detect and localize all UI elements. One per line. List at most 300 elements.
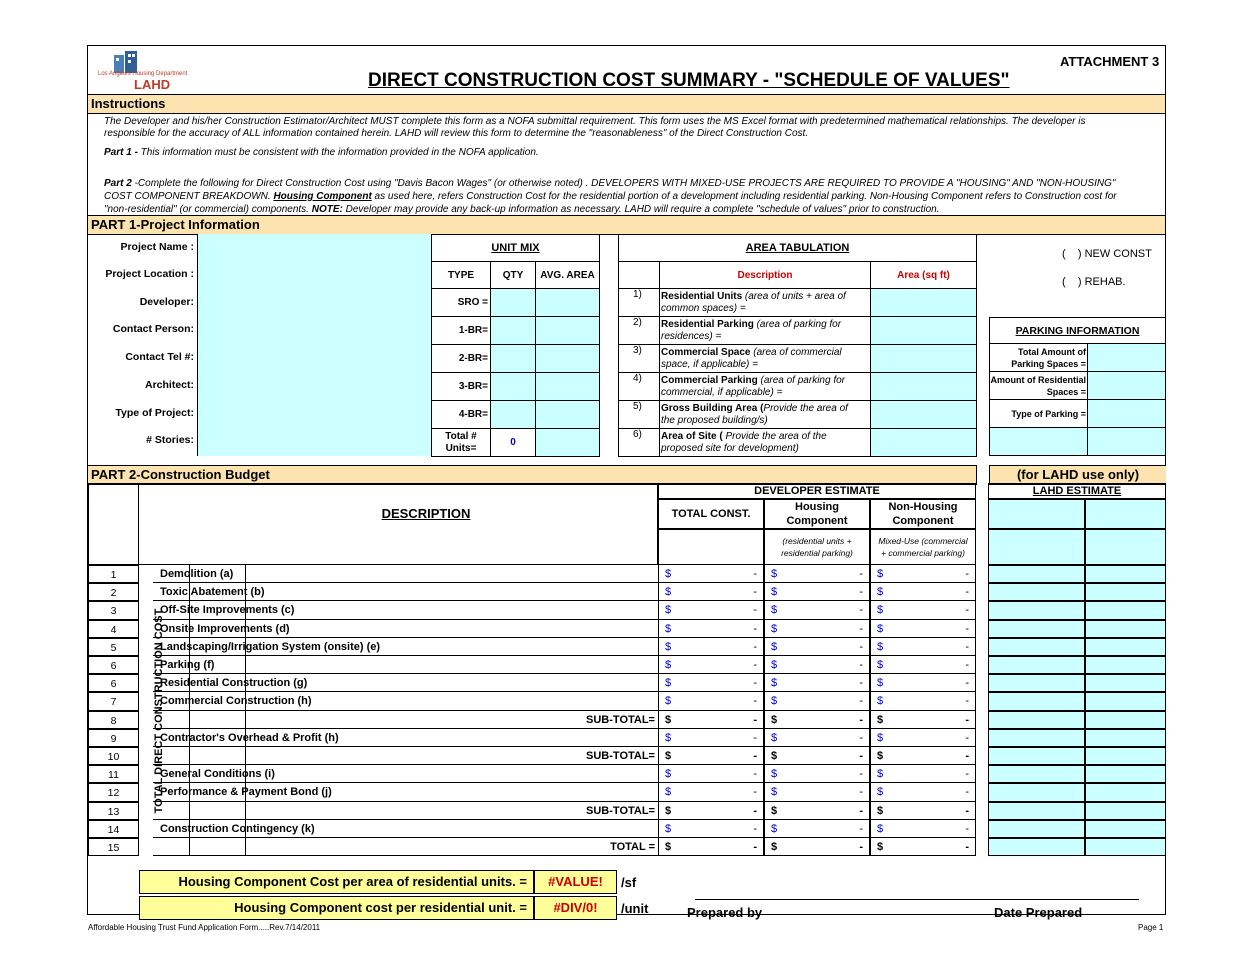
lahd-logo xyxy=(98,49,198,91)
currency-symbol: $ xyxy=(877,841,884,853)
lahd-estimate-cell[interactable] xyxy=(1085,620,1166,638)
nonhousing-note xyxy=(870,529,976,565)
budget-housing-cell[interactable] xyxy=(764,674,870,692)
summary-unit-unit: /unit xyxy=(621,901,649,916)
budget-line-item: Commercial Construction (h) xyxy=(153,692,658,710)
lahd-estimate-cell[interactable] xyxy=(988,783,1085,801)
budget-row-number: 10 xyxy=(88,747,139,765)
field-contact-person: Contact Person: xyxy=(112,323,194,335)
budget-line-item: Off-Site Improvements (c) xyxy=(153,601,658,619)
unit-mix-area-input[interactable] xyxy=(536,401,600,429)
amount-value: - xyxy=(753,786,757,799)
currency-symbol: $ xyxy=(771,713,778,726)
footer-left: Affordable Housing Trust Fund Application Form.....Rev.7/14/2011 xyxy=(88,923,321,932)
lahd-estimate-cell[interactable] xyxy=(1085,674,1166,692)
budget-description-header: DESCRIPTION xyxy=(195,483,658,565)
area-input[interactable] xyxy=(871,289,977,317)
budget-total-cell[interactable] xyxy=(658,620,764,638)
field-type-of-project: Type of Project: xyxy=(115,407,194,419)
unit-mix-area-input[interactable] xyxy=(536,373,600,401)
logo-org: Los Angeles Housing Department xyxy=(98,71,188,77)
budget-line-item: Onsite Improvements (d) xyxy=(153,620,658,638)
currency-symbol: $ xyxy=(771,659,778,671)
amount-value: - xyxy=(859,786,863,799)
budget-housing-cell[interactable] xyxy=(764,765,870,783)
amount-value: - xyxy=(859,768,863,781)
summary-area-label-text: Housing Component Cost per area of residential units. = xyxy=(178,874,527,889)
unit-mix-area-input[interactable] xyxy=(536,317,600,345)
lahd-estimate-cell[interactable] xyxy=(1085,692,1166,710)
parking-label xyxy=(990,372,1088,400)
currency-symbol: $ xyxy=(771,822,778,835)
parking-input[interactable] xyxy=(1088,428,1166,456)
unit-mix-qty-input[interactable] xyxy=(491,317,536,345)
summary-area-label xyxy=(139,870,534,894)
instructions-heading: Instructions xyxy=(88,94,1165,114)
parking-label xyxy=(990,344,1088,372)
lahd-estimate-cell[interactable] xyxy=(988,820,1085,838)
lahd-estimate-cell[interactable] xyxy=(1085,747,1166,765)
currency-symbol: $ xyxy=(665,677,672,690)
lahd-estimate-cell[interactable] xyxy=(1085,729,1166,747)
lahd-estimate-cell[interactable] xyxy=(1085,765,1166,783)
budget-subtotal-label: SUB-TOTAL= xyxy=(153,711,658,729)
currency-symbol: $ xyxy=(771,841,778,853)
date-prepared-label: Date Prepared xyxy=(994,905,1083,920)
parking-empty xyxy=(990,428,1088,456)
lahd-header-cell xyxy=(1085,529,1166,565)
nonhousing-l2: Component xyxy=(892,515,954,527)
attachment-label: ATTACHMENT 3 xyxy=(1060,54,1160,69)
budget-total-cell[interactable] xyxy=(658,765,764,783)
lahd-estimate-cell[interactable] xyxy=(988,656,1085,674)
budget-nonhousing-cell[interactable] xyxy=(870,638,976,656)
currency-symbol: $ xyxy=(877,568,884,580)
amount-value: - xyxy=(965,622,969,635)
budget-total-cell[interactable] xyxy=(658,674,764,692)
housing-l2: Component xyxy=(786,515,848,527)
unit-mix-qty-input[interactable] xyxy=(491,401,536,429)
budget-line-item: Landscaping/Irrigation System (onsite) (e) xyxy=(153,638,658,656)
budget-total-cell[interactable] xyxy=(658,601,764,619)
unit-mix-total-label xyxy=(432,429,491,457)
parking-label: Type of Parking = xyxy=(990,400,1088,428)
unit-mix-qty-input[interactable] xyxy=(491,289,536,317)
parking-title: PARKING INFORMATION xyxy=(990,318,1166,344)
budget-line-item: Toxic Abatement (b) xyxy=(153,583,658,601)
budget-housing-cell xyxy=(764,711,870,729)
budget-total-cell xyxy=(658,711,764,729)
budget-housing-cell[interactable] xyxy=(764,783,870,801)
budget-total-cell[interactable] xyxy=(658,565,764,583)
field-developer: Developer: xyxy=(139,296,194,308)
parking-input[interactable] xyxy=(1088,344,1166,372)
area-row-t1: (area of units + area of xyxy=(742,290,846,302)
budget-housing-cell[interactable] xyxy=(764,820,870,838)
amount-value: - xyxy=(965,568,969,580)
budget-nonhousing-cell xyxy=(870,747,976,765)
amount-value: - xyxy=(859,640,863,653)
currency-symbol: $ xyxy=(665,622,672,635)
budget-total-cell xyxy=(658,838,764,856)
budget-total-cell xyxy=(658,802,764,820)
budget-housing-cell[interactable] xyxy=(764,583,870,601)
area-input[interactable] xyxy=(871,401,977,429)
budget-total-cell[interactable] xyxy=(658,729,764,747)
parking-input[interactable] xyxy=(1088,400,1166,428)
amount-value: - xyxy=(859,677,863,690)
area-row-desc xyxy=(660,373,871,401)
unit-mix-area-input[interactable] xyxy=(536,289,600,317)
area-tab-title: AREA TABULATION xyxy=(619,235,977,262)
lahd-estimate-cell[interactable] xyxy=(988,620,1085,638)
area-desc-header: Description xyxy=(660,262,871,289)
currency-symbol: $ xyxy=(877,786,884,799)
budget-total-cell[interactable] xyxy=(658,692,764,710)
budget-total-cell xyxy=(658,747,764,765)
unit-mix-title: UNIT MIX xyxy=(432,235,600,262)
budget-nonhousing-cell[interactable] xyxy=(870,783,976,801)
amount-value: - xyxy=(753,586,757,599)
area-row-num: 3) xyxy=(619,345,660,373)
area-row-t1: Provide the area of the xyxy=(722,430,827,442)
vertical-label-cell xyxy=(189,565,246,856)
lahd-estimate-header: LAHD ESTIMATE xyxy=(988,483,1166,499)
area-row-num: 5) xyxy=(619,401,660,429)
project-info-input[interactable] xyxy=(197,234,431,456)
amount-value: - xyxy=(965,804,969,817)
amount-value: - xyxy=(753,695,757,708)
budget-total-cell[interactable] xyxy=(658,656,764,674)
amount-value: - xyxy=(753,768,757,781)
budget-nonhousing-cell[interactable] xyxy=(870,601,976,619)
area-row-t2: the proposed building/s) xyxy=(661,414,768,426)
housing-note xyxy=(764,529,870,565)
currency-symbol: $ xyxy=(771,568,778,580)
amount-value: - xyxy=(753,804,757,817)
part2-c-em: NOTE: xyxy=(311,204,343,215)
parking-label-l1: Total Amount of xyxy=(1018,346,1086,357)
amount-value: - xyxy=(859,659,863,671)
budget-nonhousing-cell[interactable] xyxy=(870,820,976,838)
amount-value: - xyxy=(965,750,969,762)
currency-symbol: $ xyxy=(877,822,884,835)
lahd-estimate-cell[interactable] xyxy=(1085,656,1166,674)
amount-value: - xyxy=(753,822,757,835)
area-row-t1: (area of parking for xyxy=(757,374,845,386)
housing-l1: Housing xyxy=(795,501,839,513)
lahd-estimate-cell[interactable] xyxy=(988,601,1085,619)
currency-symbol: $ xyxy=(771,750,778,762)
area-row-t1: Provide the area of xyxy=(763,402,848,414)
currency-symbol: $ xyxy=(665,750,672,762)
currency-symbol: $ xyxy=(877,804,884,817)
unit-mix-table xyxy=(431,234,600,457)
lahd-estimate-cell[interactable] xyxy=(1085,565,1166,583)
lahd-estimate-cell[interactable] xyxy=(988,838,1085,856)
budget-housing-cell[interactable] xyxy=(764,729,870,747)
budget-line-item: Performance & Payment Bond (j) xyxy=(153,783,658,801)
summary-area-unit: /sf xyxy=(621,875,637,890)
amount-value: - xyxy=(965,640,969,653)
budget-nonhousing-cell[interactable] xyxy=(870,692,976,710)
housing-note-l1: (residential units + xyxy=(782,536,852,546)
lahd-header-cell xyxy=(988,499,1085,529)
lahd-estimate-cell[interactable] xyxy=(1085,838,1166,856)
currency-symbol: $ xyxy=(665,768,672,781)
budget-subtotal-label: SUB-TOTAL= xyxy=(153,747,658,765)
part2-a-text: -Complete the following for Direct Construction Cost using "Davis Bacon Wages" (or otherwise noted) . DEVELOPERS WITH MIXED-USE PROJECTS ARE REQUIRED TO PROVIDE A "HOUSING" AND "NON-HOUSING" xyxy=(131,178,1116,189)
lahd-estimate-cell[interactable] xyxy=(988,747,1085,765)
budget-row-number: 2 xyxy=(88,583,139,601)
total-label-2: Units= xyxy=(445,442,477,454)
unit-mix-total-area xyxy=(536,429,600,457)
amount-value: - xyxy=(753,677,757,690)
lahd-estimate-cell[interactable] xyxy=(988,765,1085,783)
budget-total-cell[interactable] xyxy=(658,638,764,656)
lahd-estimate-cell[interactable] xyxy=(988,674,1085,692)
area-input[interactable] xyxy=(871,317,977,345)
amount-value: - xyxy=(753,731,757,744)
budget-housing-cell xyxy=(764,838,870,856)
lahd-estimate-cell[interactable] xyxy=(1085,583,1166,601)
prepared-by-label: Prepared by xyxy=(687,905,763,920)
currency-symbol: $ xyxy=(771,677,778,690)
area-row-t1: (area of parking for xyxy=(753,318,842,330)
lahd-estimate-cell[interactable] xyxy=(988,802,1085,820)
parking-label-l2: Spaces = xyxy=(1046,386,1086,397)
lahd-use-heading: (for LAHD use only) xyxy=(989,465,1166,485)
budget-housing-cell xyxy=(764,802,870,820)
budget-housing-cell[interactable] xyxy=(764,620,870,638)
amount-value: - xyxy=(859,841,863,853)
budget-nonhousing-cell[interactable] xyxy=(870,620,976,638)
budget-total-cell[interactable] xyxy=(658,583,764,601)
area-row-desc xyxy=(660,429,871,457)
budget-housing-cell[interactable] xyxy=(764,565,870,583)
currency-symbol: $ xyxy=(665,586,672,599)
budget-nonhousing-cell xyxy=(870,802,976,820)
option-new-const[interactable]: ( ) NEW CONST xyxy=(1062,248,1152,260)
amount-value: - xyxy=(753,841,757,853)
currency-symbol: $ xyxy=(877,659,884,671)
currency-symbol: $ xyxy=(877,622,884,635)
field-project-location: Project Location : xyxy=(105,268,194,280)
budget-housing-cell[interactable] xyxy=(764,601,870,619)
area-row-t2: proposed site for development) xyxy=(661,442,799,454)
amount-value: - xyxy=(753,713,757,726)
parking-label-l1: Amount of Residential xyxy=(990,374,1086,385)
budget-nonhousing-cell[interactable] xyxy=(870,583,976,601)
currency-symbol: $ xyxy=(877,604,884,617)
area-input[interactable] xyxy=(871,373,977,401)
area-row-desc xyxy=(660,289,871,317)
currency-symbol: $ xyxy=(665,841,672,853)
area-row-bold: Area of Site ( xyxy=(661,430,723,442)
developer-estimate-header: DEVELOPER ESTIMATE xyxy=(658,483,976,499)
part1-heading: PART 1-Project Information xyxy=(88,215,1165,235)
budget-nonhousing-cell[interactable] xyxy=(870,765,976,783)
area-row-bold: Commercial Space xyxy=(661,346,751,358)
budget-line-item: Parking (f) xyxy=(153,656,658,674)
currency-symbol: $ xyxy=(771,604,778,617)
budget-row-number: 1 xyxy=(88,565,139,583)
budget-housing-cell[interactable] xyxy=(764,638,870,656)
parking-label-l2: Parking Spaces = xyxy=(1011,358,1086,369)
budget-row-number: 8 xyxy=(88,711,139,729)
currency-symbol: $ xyxy=(665,659,672,671)
amount-value: - xyxy=(965,841,969,853)
budget-housing-cell[interactable] xyxy=(764,656,870,674)
unit-mix-type: 4-BR= xyxy=(432,401,491,429)
area-row-desc xyxy=(660,401,871,429)
amount-value: - xyxy=(753,640,757,653)
currency-symbol: $ xyxy=(877,768,884,781)
budget-housing-cell[interactable] xyxy=(764,692,870,710)
amount-value: - xyxy=(859,731,863,744)
area-row-desc xyxy=(660,317,871,345)
budget-row-number: 6 xyxy=(88,656,139,674)
lahd-estimate-cell[interactable] xyxy=(988,729,1085,747)
field-stories: # Stories: xyxy=(146,434,194,446)
amount-value: - xyxy=(965,677,969,690)
amount-value: - xyxy=(859,750,863,762)
budget-line-item: Construction Contingency (k) xyxy=(153,820,658,838)
part2-b1: COST COMPONENT BREAKDOWN. xyxy=(104,191,274,202)
currency-symbol: $ xyxy=(771,786,778,799)
part2-c1: "non-residential" (or commercial) components. xyxy=(104,204,312,215)
currency-symbol: $ xyxy=(877,731,884,744)
amount-value: - xyxy=(753,568,757,580)
instructions-part2-b xyxy=(104,190,1117,203)
currency-symbol: $ xyxy=(665,822,672,835)
area-row-bold: Residential Parking xyxy=(661,318,754,330)
unit-mix-type: 1-BR= xyxy=(432,317,491,345)
currency-symbol: $ xyxy=(665,731,672,744)
lahd-estimate-cell[interactable] xyxy=(1085,820,1166,838)
unit-mix-type: SRO = xyxy=(432,289,491,317)
currency-symbol: $ xyxy=(877,640,884,653)
budget-nonhousing-cell[interactable] xyxy=(870,674,976,692)
budget-nonhousing-cell[interactable] xyxy=(870,656,976,674)
budget-total-cell[interactable] xyxy=(658,783,764,801)
area-row-t1: (area of commercial xyxy=(750,346,842,358)
instructions-p1a: The Developer and his/her Construction Estimator/Architect MUST complete this form as a NOFA submittal requirement. This form uses the MS Excel format with predetermined mathematical relationships. The developer is xyxy=(104,116,1086,127)
amount-value: - xyxy=(753,750,757,762)
currency-symbol: $ xyxy=(665,786,672,799)
part2-label: Part 2 xyxy=(104,178,132,189)
nonhousing-note-l1: Mixed-Use (commercial xyxy=(878,536,968,546)
unit-mix-area-header: AVG. AREA xyxy=(536,262,600,289)
currency-symbol: $ xyxy=(771,622,778,635)
instructions-part1 xyxy=(104,146,539,159)
currency-symbol: $ xyxy=(877,677,884,690)
budget-housing-cell xyxy=(764,747,870,765)
nonhousing-note-l2: + commercial parking) xyxy=(881,548,965,558)
unit-mix-qty-header: QTY xyxy=(491,262,536,289)
total-label-1: Total # xyxy=(445,430,477,442)
budget-row-number: 9 xyxy=(88,729,139,747)
area-row-t2: residences) = xyxy=(661,330,722,342)
currency-symbol: $ xyxy=(665,804,672,817)
lahd-estimate-cell[interactable] xyxy=(988,565,1085,583)
signature-line[interactable] xyxy=(695,899,1139,900)
area-input[interactable] xyxy=(871,345,977,373)
part2-b-em: Housing Component xyxy=(273,191,372,202)
budget-total-cell[interactable] xyxy=(658,820,764,838)
area-row-bold: Residential Units xyxy=(661,290,743,302)
summary-area-value: #VALUE! xyxy=(534,870,617,894)
currency-symbol: $ xyxy=(877,713,884,726)
amount-value: - xyxy=(965,786,969,799)
currency-symbol: $ xyxy=(877,695,884,708)
budget-nonhousing-cell[interactable] xyxy=(870,729,976,747)
unit-mix-qty-input[interactable] xyxy=(491,345,536,373)
lahd-estimate-cell[interactable] xyxy=(1085,802,1166,820)
area-row-num: 1) xyxy=(619,289,660,317)
currency-symbol: $ xyxy=(665,695,672,708)
instructions-part2-a xyxy=(104,177,1115,190)
area-row-desc xyxy=(660,345,871,373)
nonhousing-l1: Non-Housing xyxy=(888,501,958,513)
budget-row-number: 12 xyxy=(88,783,139,801)
budget-row-number: 13 xyxy=(88,802,139,820)
lahd-estimate-cell[interactable] xyxy=(1085,638,1166,656)
parking-input[interactable] xyxy=(1088,372,1166,400)
lahd-estimate-cell[interactable] xyxy=(988,638,1085,656)
part2-c2: Developer may provide any back-up information as necessary. LAHD will require a complete "schedule of values" prior to construction. xyxy=(342,204,940,215)
lahd-header-cell xyxy=(988,529,1085,565)
area-row-num: 2) xyxy=(619,317,660,345)
amount-value: - xyxy=(965,713,969,726)
parking-info-table xyxy=(989,317,1166,456)
budget-header-blank xyxy=(139,483,195,565)
lahd-estimate-cell[interactable] xyxy=(988,692,1085,710)
amount-value: - xyxy=(965,695,969,708)
area-input[interactable] xyxy=(871,429,977,457)
budget-subtotal-label: SUB-TOTAL= xyxy=(153,802,658,820)
amount-value: - xyxy=(965,604,969,617)
lahd-estimate-cell[interactable] xyxy=(1085,783,1166,801)
lahd-estimate-cell[interactable] xyxy=(1085,711,1166,729)
area-row-t2: space, if applicable) = xyxy=(661,358,759,370)
part2-b2: as used here, refers Construction Cost for the residential portion of a development including residential parking. Non-Housing Component refers to Construction cost for xyxy=(371,191,1117,202)
lahd-estimate-cell[interactable] xyxy=(1085,601,1166,619)
area-sqft-header: Area (sq ft) xyxy=(871,262,977,289)
footer-right: Page 1 xyxy=(1138,923,1164,932)
budget-row-number: 14 xyxy=(88,820,139,838)
lahd-estimate-cell[interactable] xyxy=(988,711,1085,729)
amount-value: - xyxy=(859,822,863,835)
currency-symbol: $ xyxy=(877,586,884,599)
budget-table xyxy=(88,483,1166,856)
unit-mix-qty-input[interactable] xyxy=(491,373,536,401)
budget-nonhousing-cell[interactable] xyxy=(870,565,976,583)
budget-row-number: 4 xyxy=(88,620,139,638)
part1-label: Part 1 - xyxy=(104,147,138,158)
housing-header xyxy=(764,499,870,529)
unit-mix-type-header: TYPE xyxy=(432,262,491,289)
unit-mix-area-input[interactable] xyxy=(536,345,600,373)
area-row-num: 6) xyxy=(619,429,660,457)
area-row-t2: commercial, if applicable) = xyxy=(661,386,783,398)
field-architect: Architect: xyxy=(144,379,194,391)
budget-line-item: Residential Construction (g) xyxy=(153,674,658,692)
lahd-estimate-cell[interactable] xyxy=(988,583,1085,601)
option-rehab[interactable]: ( ) REHAB. xyxy=(1062,276,1126,288)
area-tabulation-table xyxy=(618,234,977,457)
currency-symbol: $ xyxy=(665,604,672,617)
